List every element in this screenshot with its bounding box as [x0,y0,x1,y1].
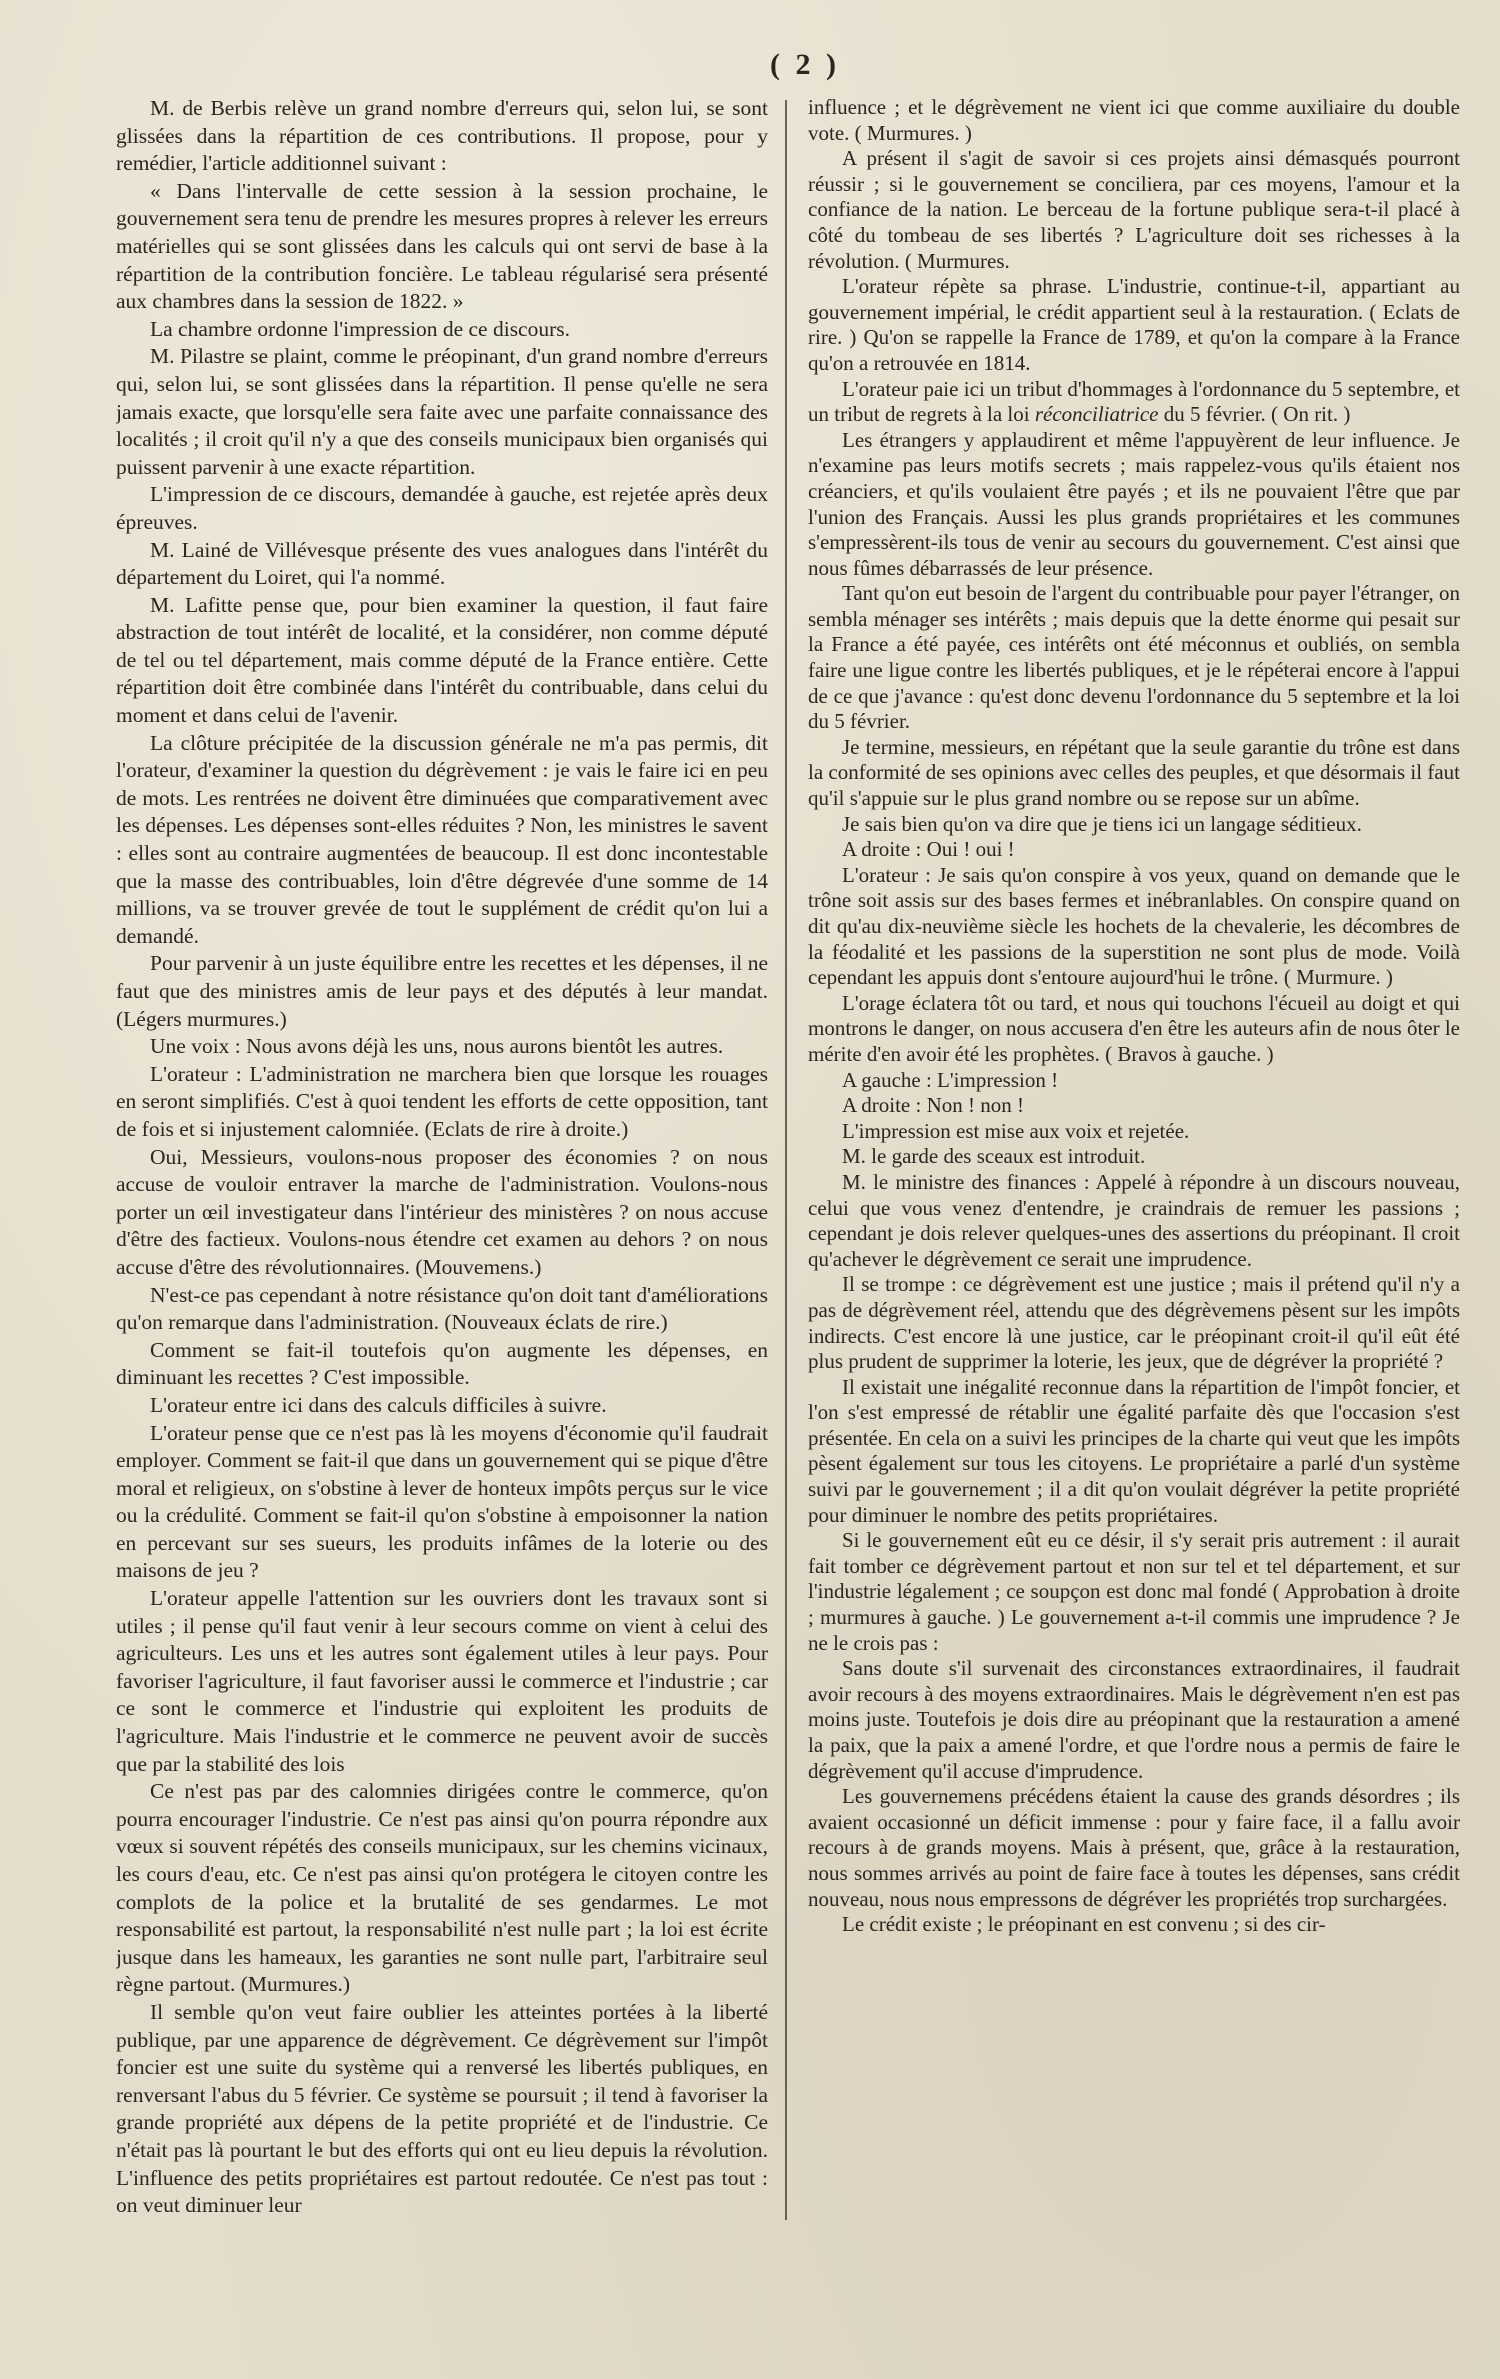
paragraph [116,1420,768,1586]
paragraph-text: A gauche : L'impression ! [842,1067,1059,1092]
paragraph [808,837,1460,863]
paragraph-text-after: du 5 février. ( On rit. ) [1158,402,1351,427]
paragraph-text: La clôture précipitée de la discussion générale ne m'a pas permis, dit l'orateur, d'examiner la question du dégrèvement : je vais le faire ici en peu de mots. Les rentrées ne doivent être diminuées que comparativement avec les dépenses. Les dépenses sont-elles réduites ? Non, les ministres le savent : elles sont au contraire augmentées de beaucoup. Il est donc incontestable que la masse des contribuables, loin d'être dégrevée d'une somme de 14 millions, va se trouver grevée de tout le supplément de crédit qu'on lui a demandé. [116,730,768,948]
paragraph [116,1282,768,1337]
paragraph [808,1170,1460,1272]
paragraph-text: M. le ministre des finances : Appelé à répondre à un discours nouveau, celui que vous venez d'entendre, je craindrais de remuer les passions ; cependant je dois relever quelques-unes des assertions du préopinant. Il croit qu'achever le dégrèvement ce serait une imprudence. [808,1169,1460,1271]
paragraph-text: « Dans l'intervalle de cette session à la session prochaine, le gouvernement sera tenu de prendre les mesures propres à relever les erreurs matérielles qui se sont glissées dans les calculs qui ont servi de base à la répartition de la contribution foncière. Le tableau régularisé sera présenté aux chambres dans la session de 1822. » [116,178,768,314]
paragraph-text: M. Lainé de Villévesque présente des vues analogues dans l'intérêt du département du Loiret, qui l'a nommé. [116,537,768,590]
paragraph [116,1144,768,1282]
paragraph [116,950,768,1033]
paragraph-text: Il se trompe : ce dégrèvement est une justice ; mais il prétend qu'il n'y a pas de dégrèvement réel, attendu que des dégrèvemens pèsent sur les impôts indirects. C'est encore là une justice, car le préopinant croit-il qu'il eût été plus prudent de supprimer la loterie, les jeux, que de dégréver la propriété ? [808,1272,1460,1374]
paragraph-text: M. de Berbis relève un grand nombre d'erreurs qui, selon lui, se sont glissées dans la répartition de ces contributions. Il propose, pour y remédier, l'article additionnel suivant : [116,96,768,176]
paragraph-text: M. Pilastre se plaint, comme le préopinant, d'un grand nombre d'erreurs qui, selon lui, se sont glissées dans la répartition. Il pense qu'elle ne sera jamais exacte, que lorsqu'elle sera faite avec une parfaite connaissance des localités ; il croit qu'il n'y a que des conseils municipaux bien organisés qui puissent parvenir à une exacte répartition. [116,344,768,479]
paragraph-text: Il semble qu'on veut faire oublier les atteintes portées à la liberté publique, par une apparence de dégrèvement. Ce dégrèvement sur l'impôt foncier est une suite du système qui a renversé les libertés publiques, en renversant l'abus du 5 février. Ce système se poursuit ; il tend à favoriser la grande propriété aux dépens de la petite propriété et de l'industrie. Ce n'était pas là pourtant le but des efforts qui ont eu lieu depuis la révolution. L'influence des petits propriétaires est partout redoutée. Ce n'est pas tout : on veut diminuer leur [116,1999,768,2218]
left-column [116,95,768,2235]
paragraph-text: La chambre ordonne l'impression de ce discours. [150,316,571,341]
paragraph [808,1528,1460,1656]
paragraph-text: L'orateur appelle l'attention sur les ouvriers dont les travaux sont si utiles ; il pense qu'il faut venir à leur secours comme on vient à celui des agriculteurs. Les uns et les autres sont également utiles à leur pays. Pour favoriser l'agriculture, il faut favoriser aussi le commerce et l'industrie ; car ce sont le commerce et l'industrie qui exploitent les produits de l'agriculture. Mais l'industrie et le commerce ne peuvent avoir de succès que par la stabilité des lois [116,1586,768,1776]
paragraph-text: Oui, Messieurs, voulons-nous proposer des économies ? on nous accuse de vouloir entraver la marche de l'administration. Voulons-nous porter un œil investigateur dans l'intérieur des ministères ? on nous accuse d'être des factieux. Voulons-nous étendre cet examen au dehors ? on nous accuse d'être des révolutionnaires. (Mouvemens.) [116,1144,768,1279]
italic-word: réconciliatrice [1034,402,1159,427]
page-number: ( 2 ) [770,48,840,81]
right-column [808,95,1460,2235]
paragraph [808,863,1460,991]
paragraph-text: Le crédit existe ; le préopinant en est convenu ; si des cir- [842,1912,1326,1937]
paragraph [116,95,768,178]
paragraph-text: L'orateur : Je sais qu'on conspire à vos yeux, quand on demande que le trône soit assis sur des bases fermes et inébranlables. On conspire quand on dit qu'au dix-neuvième siècle les hochets de la chevalerie, les décombres de la féodalité et les passions de la superstition ne sont plus de mode. Voilà cependant les appuis dont s'entoure aujourd'hui le trône. ( Murmure. ) [808,862,1460,990]
paragraph-text: influence ; et le dégrèvement ne vient ici que comme auxiliaire du double vote. ( Murmures. ) [808,95,1460,145]
paragraph [116,537,768,592]
paragraph [116,592,768,730]
paragraph [116,1033,768,1061]
paragraph [808,428,1460,582]
paragraph-text: L'orage éclatera tôt ou tard, et nous qui touchons l'écueil au doigt et qui montrons le danger, on nous accusera d'en être les auteurs afin de nous ôter le mérite d'en avoir été les prophètes. ( Bravos à gauche. ) [808,990,1460,1066]
paragraph [808,812,1460,838]
paragraph [808,274,1460,376]
paragraph [116,1999,768,2220]
paragraph [808,1912,1460,1938]
paragraph [808,1656,1460,1784]
paragraph [808,1068,1460,1094]
paragraph-text: N'est-ce pas cependant à notre résistance qu'on doit tant d'améliorations qu'on remarque dans l'administration. (Nouveaux éclats de rire.) [116,1282,768,1335]
paragraph-text: Il existait une inégalité reconnue dans la répartition de l'impôt foncier, et l'on s'est empressé de rétablir une égalité parfaite dès que l'occasion s'est présentée. En cela on a suivi les principes de la charte qui veut que les impôts pèsent également sur tous les citoyens. Le propriétaire a parlé d'un système suivi par le gouvernement ; il a dit qu'on voulait dégréver la petite propriété pour diminuer le nombre des petits propriétaires. [808,1374,1460,1527]
paragraph [116,178,768,316]
paragraph-text: L'orateur paie ici un tribut d'hommages à l'ordonnance du 5 septembre, et un tribut de regrets à la loi [808,376,1460,427]
paragraph [116,1778,768,1999]
paragraph-text: L'orateur entre ici dans des calculs difficiles à suivre. [150,1392,607,1417]
paragraph [808,991,1460,1068]
paragraph-text: A droite : Non ! non ! [842,1093,1024,1118]
paragraph [116,316,768,344]
paragraph [808,95,1460,146]
paragraph [808,581,1460,735]
paragraph [808,1093,1460,1119]
paragraph [116,1585,768,1778]
paragraph [808,735,1460,812]
paragraph-text: L'orateur : L'administration ne marchera bien que lorsque les rouages en seront simplifiés. C'est à quoi tendent les efforts de cette opposition, tant de fois et si injustement calomniée. (Eclats de rire à droite.) [116,1061,768,1141]
paragraph [116,730,768,951]
paragraph-text: A droite : Oui ! oui ! [842,837,1015,862]
paragraph-text: A présent il s'agit de savoir si ces projets ainsi démasqués pourront réussir ; si le gouvernement se conciliera, par ces moyens, l'amour et la confiance de la nation. Le berceau de la fortune publique sera-t-il placé à côté du tombeau de ses libertés ? L'agriculture doit ses richesses à la révolution. ( Murmures. [808,146,1460,273]
paragraph [808,1272,1460,1374]
paragraph-text: Sans doute s'il survenait des circonstances extraordinaires, il faudrait avoir recours à des moyens extraordinaires. Mais le dégrèvement n'en est pas moins juste. Toutefois je dois dire au préopinant que la restauration a amené la paix, que la paix a amené l'ordre, et que l'ordre nous a permis de faire le dégrèvement qu'il accuse d'imprudence. [808,1656,1460,1783]
paragraph-text: Tant qu'on eut besoin de l'argent du contribuable pour payer l'étranger, on sembla ménager ses intérêts ; mais depuis que la dette énorme qui pesait sur la France a été payée, ces intérêts ont été méconnus et oubliés, on sembla faire une ligue contre les libertés publiques, et je le répéterai encore à l'appui de ce que j'avance : qu'est donc devenu l'ordonnance du 5 septembre et la loi du 5 février. [808,581,1460,734]
paragraph-text: Une voix : Nous avons déjà les uns, nous aurons bientôt les autres. [150,1034,724,1059]
paragraph [116,1337,768,1392]
paragraph-text: Si le gouvernement eût eu ce désir, il s'y serait pris autrement : il aurait fait tomber ce dégrèvement partout et non sur tel et tel département, et sur l'industrie légalement ; ce soupçon est donc mal fondé ( Approbation à droite ; murmures à gauche. ) Le gouvernement a-t-il commis une imprudence ? Je ne le crois pas : [808,1528,1460,1655]
paragraph [808,1119,1460,1145]
paragraph-text: Je termine, messieurs, en répétant que la seule garantie du trône est dans la conformité de ses opinions avec celles des peuples, et que désormais il faut qu'il s'appuie sur le plus grand nombre ou se repose sur un abîme. [808,734,1460,811]
paragraph-text: Les étrangers y applaudirent et même l'appuyèrent de leur influence. Je n'examine pas leurs motifs secrets ; mais rappelez-vous qu'ils étaient nos créanciers, et qu'ils voulaient être payés ; et ils ne pouvaient l'être que par l'union des Français. Aussi les plus grands propriétaires et les communes s'empressèrent-ils tous de venir au secours du gouvernement. C'est ainsi que nous fûmes débarrassés de leur présence. [808,427,1460,580]
paragraph-text: Pour parvenir à un juste équilibre entre les recettes et les dépenses, il ne faut que des ministres amis de leur pays et des députés à leur mandat. (Légers murmures.) [116,951,768,1031]
paragraph [808,1144,1460,1170]
paragraph [116,1061,768,1144]
paragraph-text: L'impression est mise aux voix et rejetée. [842,1118,1190,1143]
paragraph [808,377,1460,428]
paragraph-text: Comment se fait-il toutefois qu'on augmente les dépenses, en diminuant les recettes ? C'est impossible. [116,1337,768,1390]
column-divider [785,100,787,2220]
paragraph [116,1392,768,1420]
paragraph [808,1375,1460,1529]
paragraph-text: L'orateur pense que ce n'est pas là les moyens d'économie qu'il faudrait employer. Comment se fait-il que dans un gouvernement qui se pique d'être moral et religieux, on s'obstine à lever de honteux impôts perçus sur le vice ou la crédulité. Comment se fait-il qu'on s'obstine à empoisonner la nation en percevant sur ses sueurs, les produits infâmes de la loterie ou des maisons de jeu ? [116,1420,768,1583]
paragraph-text: L'orateur répète sa phrase. L'industrie, continue-t-il, appartiant au gouvernement impérial, le crédit appartient seul à la restauration. ( Eclats de rire. ) Qu'on se rappelle la France de 1789, et qu'on la compare à la France qu'on a retrouvée en 1814. [808,274,1460,375]
paragraph-text: L'impression de ce discours, demandée à gauche, est rejetée après deux épreuves. [116,482,768,534]
paragraph [808,1784,1460,1912]
paragraph-text: M. le garde des sceaux est introduit. [842,1144,1146,1169]
paragraph [116,343,768,481]
paragraph-text: Je sais bien qu'on va dire que je tiens ici un langage séditieux. [842,811,1362,836]
paragraph-text: M. Lafitte pense que, pour bien examiner la question, il faut faire abstraction de tout intérêt de localité, et la considérer, non comme député de tel ou tel département, mais comme député de la France entière. Cette répartition doit être combinée dans l'intérêt du contribuable, dans celui du moment et dans celui de l'avenir. [116,592,768,728]
paragraph [808,146,1460,274]
paragraph-text: Les gouvernemens précédens étaient la cause des grands désordres ; ils avaient occasionné un déficit immense : pour y faire face, il a fallu avoir recours à de grands moyens. Mais à présent, que, grâce à la restauration, nous sommes arrivés au point de faire face à toutes les dépenses, sans crédit nouveau, nous nous empressons de dégréver les propriétés trop surchargées. [808,1784,1460,1911]
paragraph [116,481,768,536]
paragraph-text: Ce n'est pas par des calomnies dirigées contre le commerce, qu'on pourra encourager l'industrie. Ce n'est pas ainsi qu'on pourra répondre aux vœux si souvent répétés des conseils municipaux, sur les chemins vicinaux, les cours d'eau, etc. Ce n'est pas ainsi qu'on protégera le citoyen contre les complots de la police et la brutalité de ses gendarmes. Le mot responsabilité est partout, la responsabilité n'est nulle part ; la loi est écrite jusque dans les hameaux, les garanties ne sont nulle part, l'arbitraire seul règne partout. (Murmures.) [116,1779,768,1997]
